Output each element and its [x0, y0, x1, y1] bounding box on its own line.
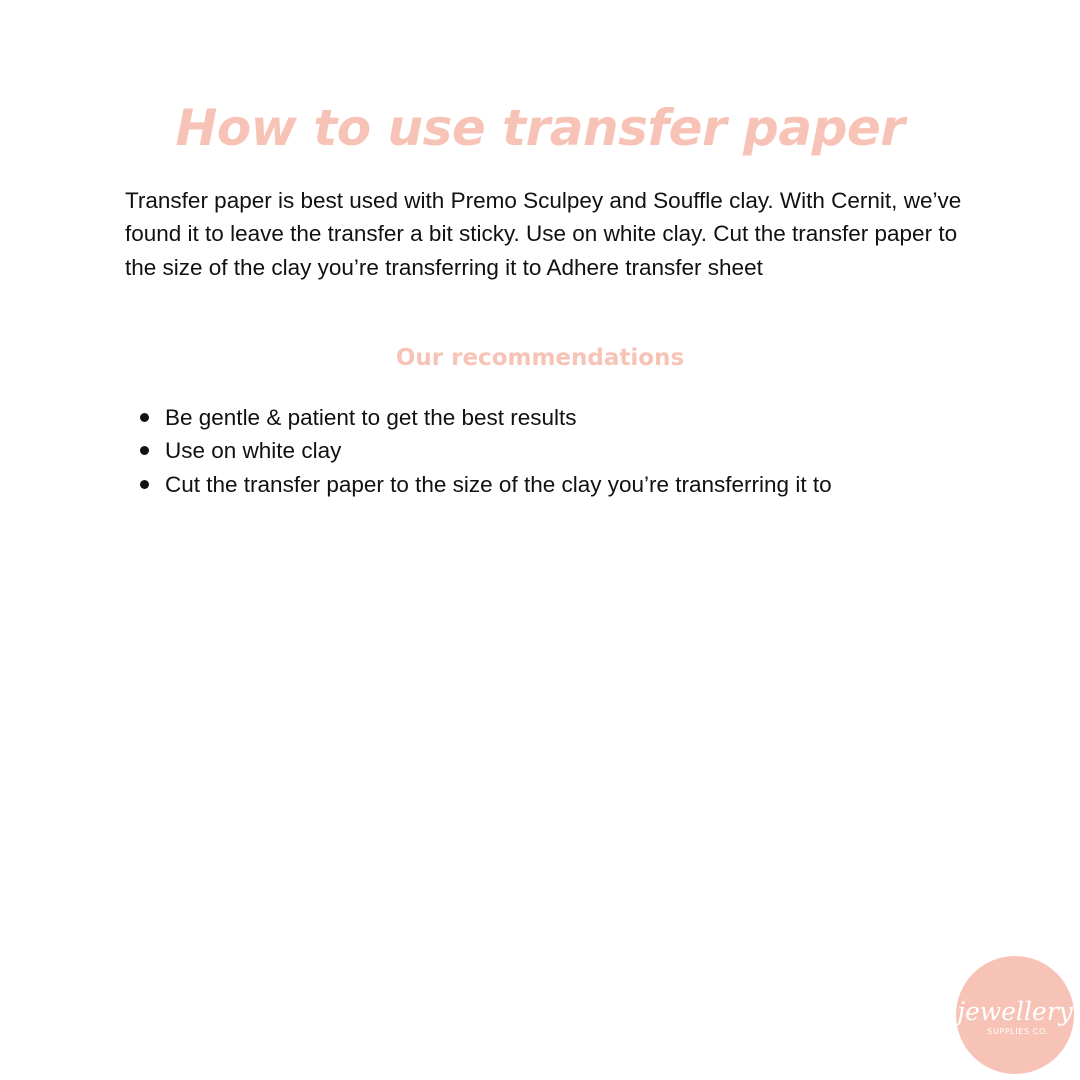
- page-title: How to use transfer paper: [175, 99, 905, 157]
- list-item-text: Be gentle & patient to get the best results: [165, 405, 577, 430]
- list-item: [125, 434, 985, 467]
- list-item: [125, 401, 985, 434]
- list-item-text: Cut the transfer paper to the size of the clay you’re transferring it to: [165, 471, 832, 497]
- logo-wordmark: jewellery: [957, 997, 1073, 1026]
- logo-mark: [956, 956, 1074, 1074]
- recommendations-list: [125, 401, 985, 501]
- recommendations-heading: Our recommendations: [395, 345, 685, 371]
- logo-tagline: SUPPLIES CO.: [987, 1027, 1049, 1036]
- bullet-icon: [140, 446, 149, 455]
- brand-logo: [956, 956, 1074, 1074]
- list-item-text: Use on white clay: [165, 438, 342, 464]
- bullet-icon: [140, 413, 149, 422]
- intro-paragraph: Transfer paper is best used with Premo Sculpey and Souffle clay. With Cernit, we’ve found it to leave the transfer a bit sticky. Use on white clay. Cut the transfer paper to the size of the clay you’re transferring it to Adhere transfer sheet: [125, 188, 962, 280]
- bullet-icon: [140, 480, 149, 489]
- list-item: [125, 468, 985, 501]
